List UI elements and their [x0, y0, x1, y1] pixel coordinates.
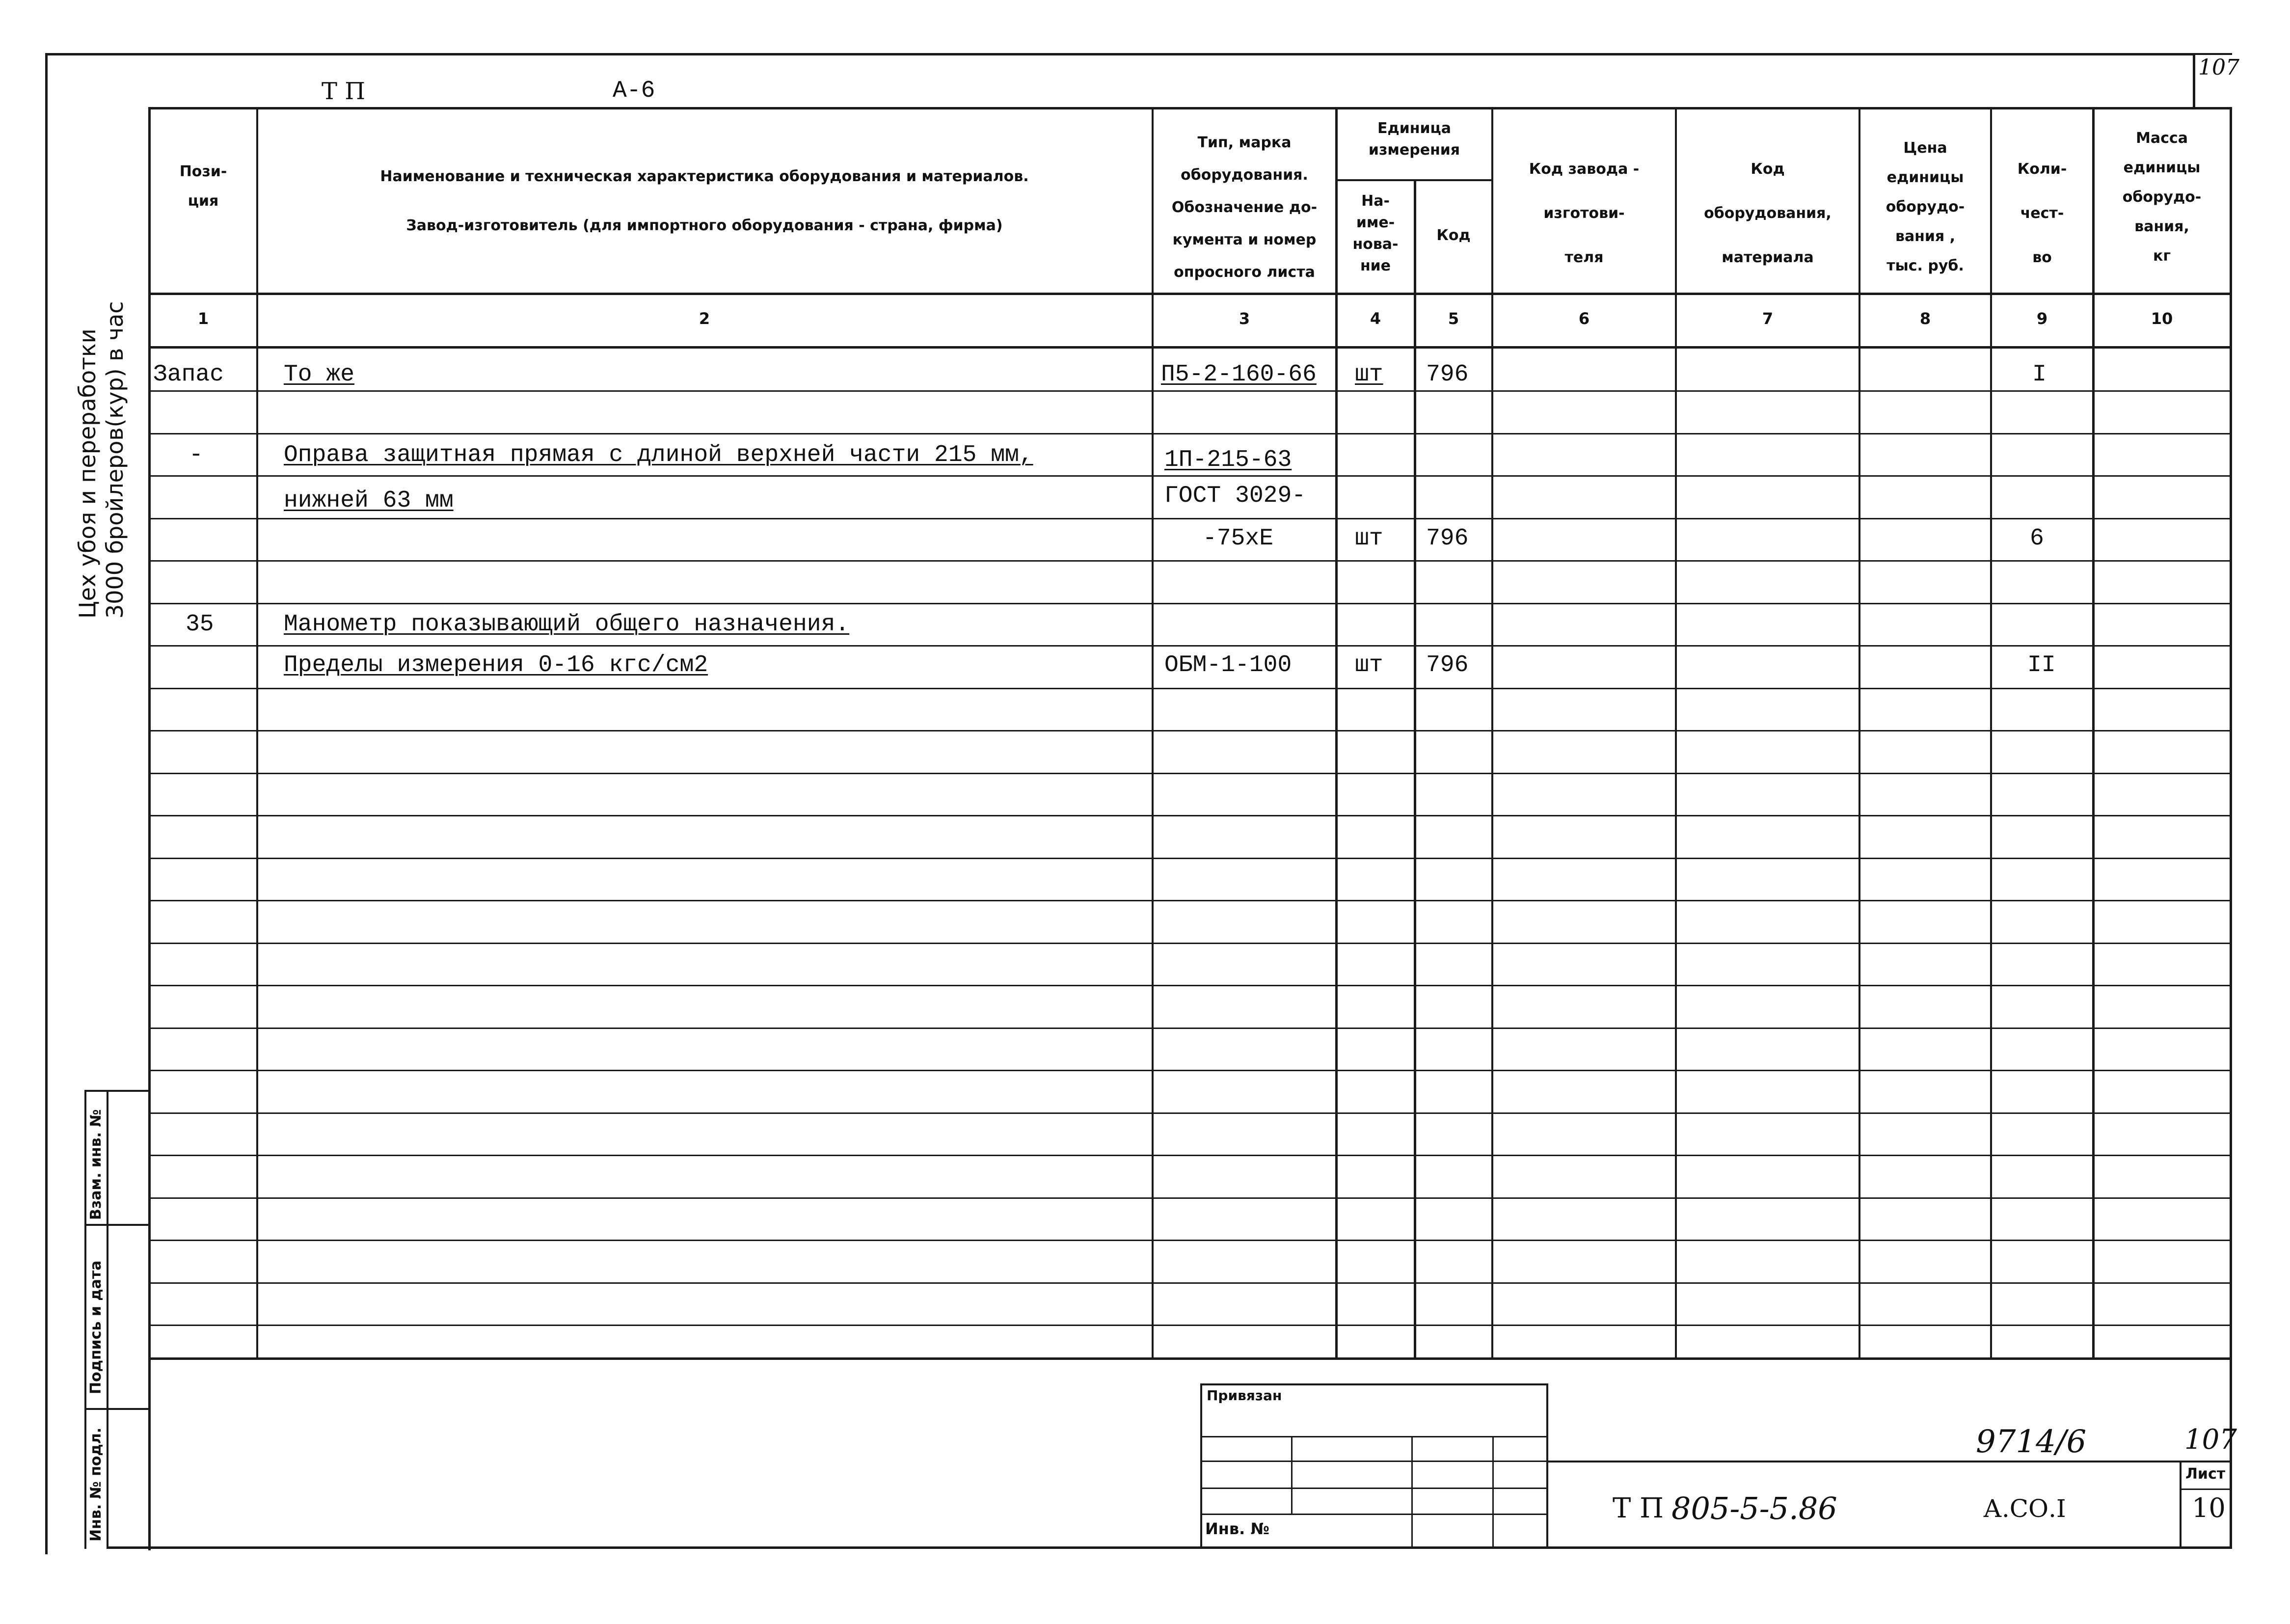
sheet-label: Лист — [2185, 1465, 2226, 1483]
header-col-mass — [2095, 124, 2229, 271]
side-title — [74, 301, 129, 619]
header-text: ция — [188, 192, 219, 210]
header-text: опросного листа — [1174, 264, 1315, 281]
row-line — [148, 773, 2232, 774]
corner-box-left — [2193, 53, 2195, 108]
row-line — [148, 1155, 2232, 1156]
header-text: Код — [1751, 161, 1785, 178]
row-line — [148, 475, 2232, 477]
header-text: Тип, марка — [1197, 134, 1292, 151]
header-text: ние — [1360, 257, 1391, 274]
bound-box-row4 — [1200, 1514, 1548, 1515]
header-text: оборудо- — [1886, 198, 1965, 216]
header-unit-group — [1338, 118, 1490, 161]
row-6-unit: шт — [1355, 652, 1383, 678]
sheet-box-left — [2180, 1461, 2182, 1549]
row-line — [148, 433, 2232, 434]
stamp-strip-right — [107, 1090, 108, 1549]
unit-subheader-line — [1335, 179, 1492, 181]
col-number: 1 — [197, 309, 209, 328]
stamp-strip-div1 — [84, 1224, 148, 1226]
row-line — [148, 858, 2232, 859]
row-3-type: ГОСТ 3029- — [1164, 483, 1306, 509]
side-title-line2: 3000 бройлеров(кур) в час — [102, 301, 128, 619]
bound-box-col2 — [1411, 1436, 1413, 1549]
row-line — [148, 985, 2232, 986]
row-1-quantity: I — [2032, 361, 2047, 388]
header-col-unit-name — [1338, 190, 1413, 277]
corner-page-number: 107 — [2198, 55, 2239, 80]
row-1-name: То же — [284, 361, 355, 388]
row-6-type: ОБМ-1-100 — [1164, 652, 1292, 678]
row-5-name: Манометр показывающий общего назначения. — [284, 611, 850, 638]
header-text: чест- — [2020, 205, 2064, 222]
bound-box-row3 — [1200, 1488, 1548, 1489]
col-number: 5 — [1448, 309, 1459, 328]
bound-label: Привязан — [1207, 1387, 1282, 1404]
row-line — [148, 1325, 2232, 1326]
row-3-name: нижней 63 мм — [284, 487, 454, 514]
row-line — [148, 1112, 2232, 1114]
col-number: 4 — [1370, 309, 1381, 328]
col-number: 8 — [1919, 309, 1931, 328]
row-6-unit-code: 796 — [1426, 652, 1469, 678]
header-text: Наименование и техническая характеристика оборудования и материалов. — [380, 168, 1029, 185]
row-5-position: 35 — [186, 611, 214, 638]
row-line — [148, 815, 2232, 816]
col-line-4 — [1414, 179, 1416, 1359]
bound-box-row1 — [1200, 1436, 1548, 1437]
table-left-border — [148, 107, 151, 1550]
row-4-type: -75хЕ — [1203, 525, 1274, 552]
stamp-strip-left — [84, 1090, 86, 1549]
bound-box-col1 — [1291, 1436, 1293, 1515]
row-line — [148, 688, 2232, 689]
header-text: оборудования, — [1704, 205, 1832, 222]
header-col-price — [1861, 134, 1989, 281]
header-text: нова- — [1352, 236, 1399, 253]
project-code-prefix: Т П — [1613, 1492, 1664, 1524]
sheet-number: 10 — [2192, 1492, 2226, 1523]
header-text: единицы — [1886, 169, 1964, 186]
row-4-unit: шт — [1355, 525, 1383, 552]
header-text: вания, — [2134, 218, 2189, 235]
header-text: Завод-изготовитель (для импортного оборудования - страна, фирма) — [406, 217, 1003, 234]
col-number: 2 — [699, 309, 710, 328]
row-2-name: Оправа защитная прямая с длиной верхней части 215 мм, — [284, 442, 1033, 468]
header-text: оборудо- — [2122, 189, 2202, 206]
header-text: вания , — [1895, 228, 1956, 245]
header-text: теля — [1564, 249, 1604, 266]
col-number: 7 — [1762, 309, 1774, 328]
header-text: тыс. руб. — [1886, 257, 1964, 274]
header-text: Пози- — [179, 163, 227, 180]
sheet-box-mid — [2180, 1489, 2232, 1490]
header-text: На- — [1361, 192, 1390, 210]
outer-frame-top — [45, 53, 2193, 55]
stamp-strip-top — [84, 1090, 148, 1092]
section-code: А.СО.I — [1983, 1494, 2066, 1523]
row-1-type: П5-2-160-66 — [1161, 361, 1317, 388]
header-text: име- — [1356, 214, 1395, 231]
document-number: 9714/6 — [1976, 1424, 2087, 1460]
bound-box-top — [1200, 1383, 1548, 1385]
stamp-label-replaced-inv: Взам. инв. № — [87, 1109, 105, 1220]
row-1-unit: шт — [1355, 361, 1383, 388]
stamp-strip-div2 — [84, 1408, 148, 1410]
row-line — [148, 900, 2232, 901]
bound-box-row2 — [1200, 1461, 1548, 1462]
row-1-position: Запас — [153, 361, 224, 388]
column-number-line — [148, 346, 2232, 349]
header-text: единицы — [2123, 159, 2201, 176]
row-2-position: - — [189, 442, 203, 468]
col-number: 6 — [1578, 309, 1590, 328]
title-block-mid-line — [1546, 1461, 2232, 1462]
row-6-quantity: II — [2027, 652, 2056, 678]
inventory-label: Инв. № — [1205, 1519, 1269, 1538]
row-line — [148, 1197, 2232, 1199]
header-col-plant-code — [1494, 147, 1674, 280]
row-line — [148, 1070, 2232, 1071]
outer-frame-left — [45, 53, 48, 1554]
row-2-type: 1П-215-63 — [1164, 447, 1292, 473]
header-text: Код завода - — [1529, 161, 1640, 178]
row-line — [148, 1028, 2232, 1029]
header-text: кумента и номер — [1172, 231, 1317, 248]
bound-box-right — [1546, 1383, 1548, 1549]
header-text: Масса — [2136, 130, 2188, 147]
row-line — [148, 518, 2232, 519]
row-line — [148, 390, 2232, 392]
row-line — [148, 943, 2232, 944]
project-code: 805-5-5.86 — [1671, 1490, 1837, 1526]
row-1-unit-code: 796 — [1426, 361, 1469, 388]
col-number: 10 — [2151, 309, 2173, 328]
row-4-quantity: 6 — [2030, 525, 2044, 552]
row-line — [148, 1282, 2232, 1284]
header-text: оборудования. — [1181, 166, 1308, 184]
header-col-position — [151, 157, 255, 216]
side-title-line1: Цех убоя и переработки — [74, 328, 101, 619]
bound-box-left — [1200, 1383, 1202, 1549]
row-line — [148, 603, 2232, 604]
header-col-equipment-code — [1678, 147, 1858, 280]
col-number: 9 — [2036, 309, 2048, 328]
header-text: материала — [1722, 249, 1814, 266]
row-line — [148, 645, 2232, 647]
page-number-handwritten: 107 — [2184, 1424, 2237, 1456]
header-col-type — [1155, 127, 1334, 289]
bound-box-col3 — [1492, 1436, 1494, 1549]
header-text: Единица — [1377, 120, 1451, 137]
header-text: Код — [1436, 227, 1471, 244]
header-col-name — [260, 152, 1149, 250]
row-4-unit-code: 796 — [1426, 525, 1469, 552]
header-text: Обозначение до- — [1171, 199, 1318, 216]
table-right-border — [2230, 108, 2232, 1549]
stamp-label-signature-date: Подпись и дата — [87, 1260, 105, 1394]
table-body-bottom — [148, 1357, 2232, 1360]
header-col-quantity — [1993, 147, 2091, 280]
row-line — [148, 730, 2232, 731]
header-text: измерения — [1368, 141, 1460, 159]
header-text: Коли- — [2017, 161, 2067, 178]
table-top-border — [148, 107, 2232, 109]
header-bottom-line — [148, 293, 2232, 295]
row-6-name: Пределы измерения 0-16 кгс/см2 — [284, 652, 708, 678]
row-line — [148, 560, 2232, 562]
col-number: 3 — [1239, 309, 1250, 328]
stamp-label-original-inv: Инв. № подл. — [87, 1427, 105, 1542]
frame-bottom — [107, 1546, 2232, 1549]
header-text: изготови- — [1543, 205, 1625, 222]
series-label: Т П — [322, 78, 366, 105]
row-line — [148, 1240, 2232, 1241]
header-text: во — [2032, 249, 2052, 266]
header-text: кг — [2153, 247, 2171, 265]
header-col-unit-code — [1417, 221, 1490, 250]
album-label: А-6 — [613, 78, 655, 104]
header-text: Цена — [1903, 139, 1947, 157]
